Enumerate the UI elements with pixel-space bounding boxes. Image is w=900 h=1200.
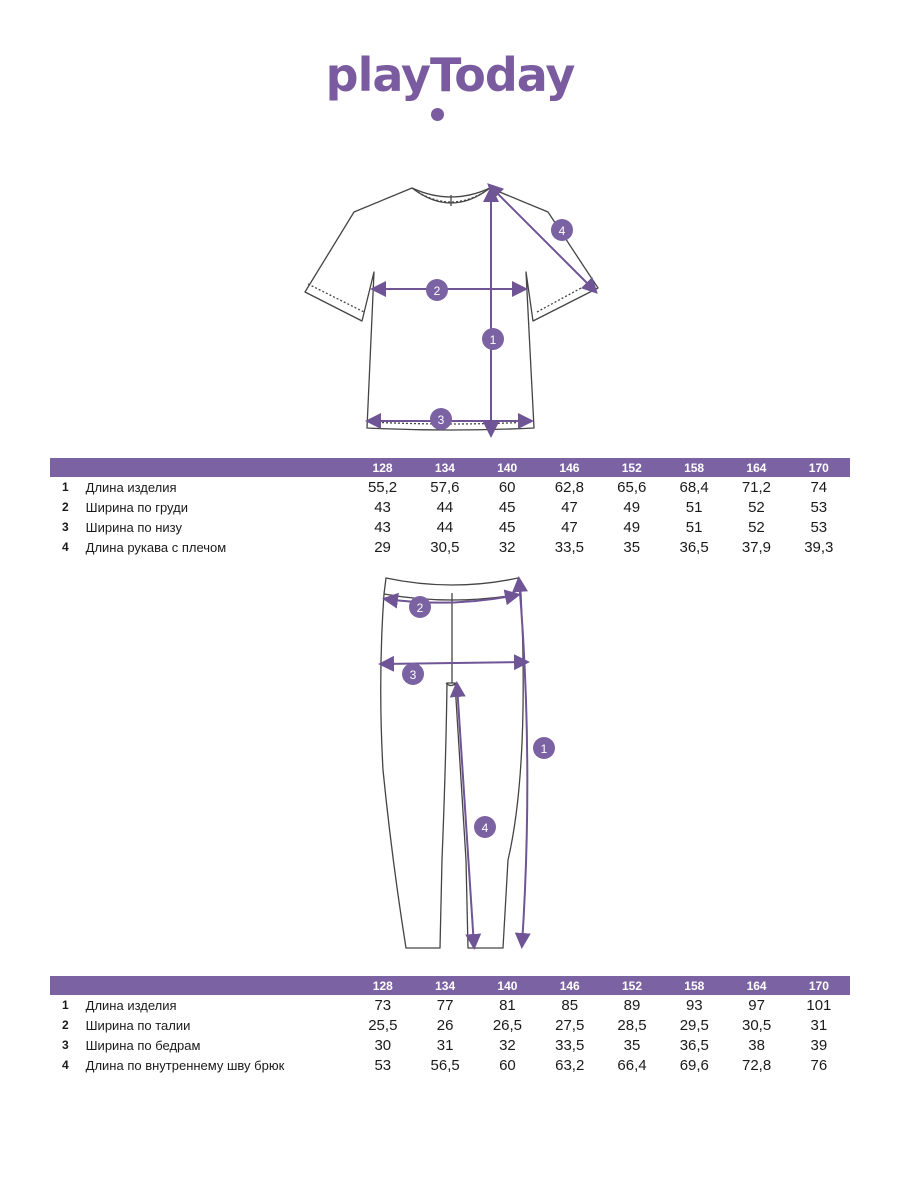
cell-value: 26,5: [492, 1016, 523, 1034]
cell-value: 49: [623, 498, 641, 516]
svg-text:1: 1: [540, 742, 548, 756]
cell-value: 93: [685, 996, 703, 1014]
row-number: 2: [62, 500, 69, 514]
row-number: 2: [62, 1018, 69, 1032]
size-header: 158: [663, 976, 725, 995]
size-header: 164: [725, 458, 787, 477]
cell-value: 43: [374, 498, 391, 516]
size-header: 170: [788, 458, 850, 477]
cell-value: 33,5: [555, 1036, 585, 1054]
cell-value: 45: [498, 518, 516, 536]
table-row: [50, 995, 850, 1015]
cell-value: 35: [623, 538, 641, 556]
table-row: [50, 477, 850, 497]
cell-value: 56,5: [430, 1056, 460, 1074]
cell-value: 55,2: [367, 478, 398, 496]
cell-value: 27,5: [555, 1016, 585, 1034]
pants-measure-lines: [382, 580, 527, 946]
cell-value: 53: [810, 498, 828, 516]
logo-dot: [431, 108, 444, 121]
svg-text:1: 1: [489, 333, 497, 347]
svg-text:3: 3: [437, 413, 445, 427]
size-header: 134: [414, 458, 476, 477]
row-label: Ширина по бедрам: [85, 1037, 201, 1053]
marker-4: [474, 816, 496, 838]
tshirt-size-table: [50, 458, 850, 557]
cell-value: 72,8: [742, 1056, 772, 1074]
cell-value: 73: [374, 996, 392, 1014]
cell-value: 47: [561, 498, 578, 516]
cell-value: 30: [374, 1036, 392, 1054]
row-label: Длина изделия: [85, 479, 177, 495]
marker-1: [533, 737, 555, 759]
row-label: Длина рукава с плечом: [85, 539, 227, 555]
row-number: 3: [62, 520, 69, 534]
row-label: Длина по внутреннему шву брюк: [85, 1057, 285, 1073]
size-header: 128: [351, 458, 413, 477]
svg-text:4: 4: [481, 821, 489, 835]
cell-value: 31: [436, 1036, 454, 1054]
brand-logo: playToday: [325, 48, 575, 102]
size-header: 146: [539, 976, 601, 995]
size-header: 140: [476, 976, 538, 995]
cell-value: 62,8: [554, 478, 584, 496]
cell-value: 47: [561, 518, 578, 536]
cell-value: 68,4: [679, 478, 709, 496]
cell-value: 45: [498, 498, 516, 516]
pants-outline: [381, 578, 523, 948]
cell-value: 57,6: [430, 478, 460, 496]
marker-3: [402, 663, 424, 685]
marker-4: [551, 219, 573, 241]
table-row: [50, 537, 850, 557]
header-blank-num: [50, 458, 86, 477]
cell-value: 51: [685, 498, 703, 516]
cell-value: 29,5: [679, 1016, 709, 1034]
cell-value: 52: [748, 498, 765, 516]
size-header: 152: [601, 976, 663, 995]
cell-value: 44: [436, 498, 454, 516]
cell-value: 81: [499, 996, 516, 1014]
cell-value: 32: [498, 538, 516, 556]
size-header: 146: [538, 458, 600, 477]
marker-2: [409, 596, 431, 618]
svg-text:2: 2: [433, 284, 441, 298]
table-row: [50, 1055, 850, 1075]
size-header: 164: [725, 976, 787, 995]
cell-value: 28,5: [617, 1016, 647, 1034]
cell-value: 51: [685, 518, 703, 536]
size-header: 152: [601, 458, 663, 477]
header-blank-num: [50, 976, 86, 995]
size-header: 140: [476, 458, 538, 477]
size-header-row: [50, 976, 850, 995]
cell-value: 33,5: [554, 538, 584, 556]
cell-value: 39: [810, 1036, 828, 1054]
cell-value: 38: [748, 1036, 765, 1054]
cell-value: 32: [499, 1036, 516, 1054]
row-number: 1: [62, 998, 69, 1012]
cell-value: 89: [623, 996, 641, 1014]
cell-value: 85: [561, 996, 579, 1014]
cell-value: 66,4: [617, 1056, 647, 1074]
table-row: [50, 1035, 850, 1055]
cell-value: 39,3: [804, 538, 834, 556]
svg-text:2: 2: [416, 601, 424, 615]
cell-value: 60: [499, 1056, 516, 1074]
marker-2: [426, 279, 448, 301]
header-blank-label: [86, 976, 352, 995]
marker-3: [430, 408, 452, 430]
cell-value: 30,5: [430, 538, 460, 556]
cell-value: 29: [374, 538, 391, 556]
row-label: Ширина по талии: [85, 1017, 191, 1033]
cell-value: 60: [498, 478, 516, 496]
row-number: 4: [62, 540, 69, 554]
cell-value: 52: [748, 518, 765, 536]
table-row: [50, 497, 850, 517]
row-number: 4: [62, 1058, 69, 1072]
cell-value: 53: [374, 1056, 392, 1074]
cell-value: 35: [623, 1036, 641, 1054]
row-label: Ширина по низу: [85, 519, 182, 535]
pants-drawing: [0, 570, 900, 960]
cell-value: 65,6: [617, 478, 647, 496]
row-label: Ширина по груди: [85, 499, 188, 515]
tshirt-drawing: [0, 170, 900, 450]
cell-value: 36,5: [679, 1036, 709, 1054]
pants-size-table: [50, 976, 850, 1075]
size-header: 128: [352, 976, 414, 995]
cell-value: 44: [436, 518, 454, 536]
cell-value: 30,5: [742, 1016, 772, 1034]
cell-value: 36,5: [679, 538, 709, 556]
size-header-row: [50, 458, 850, 477]
marker-1: [482, 328, 504, 350]
cell-value: 63,2: [555, 1056, 585, 1074]
cell-value: 74: [810, 478, 828, 496]
cell-value: 71,2: [741, 478, 772, 496]
cell-value: 77: [436, 996, 454, 1014]
table-row: [50, 517, 850, 537]
cell-value: 53: [810, 518, 828, 536]
header-blank-label: [86, 458, 352, 477]
svg-text:4: 4: [558, 224, 566, 238]
cell-value: 31: [810, 1016, 828, 1034]
cell-value: 69,6: [679, 1056, 709, 1074]
cell-value: 101: [806, 996, 832, 1014]
cell-value: 49: [623, 518, 641, 536]
cell-value: 76: [810, 1056, 828, 1074]
size-header: 134: [414, 976, 476, 995]
cell-value: 43: [374, 518, 391, 536]
row-number: 3: [62, 1038, 69, 1052]
cell-value: 25,5: [368, 1016, 398, 1034]
cell-value: 97: [748, 996, 765, 1014]
svg-text:3: 3: [409, 668, 417, 682]
row-number: 1: [62, 480, 69, 494]
cell-value: 26: [436, 1016, 454, 1034]
table-row: [50, 1015, 850, 1035]
row-label: Длина изделия: [85, 997, 177, 1013]
size-header: 158: [663, 458, 725, 477]
size-header: 170: [788, 976, 850, 995]
cell-value: 37,9: [741, 538, 772, 556]
